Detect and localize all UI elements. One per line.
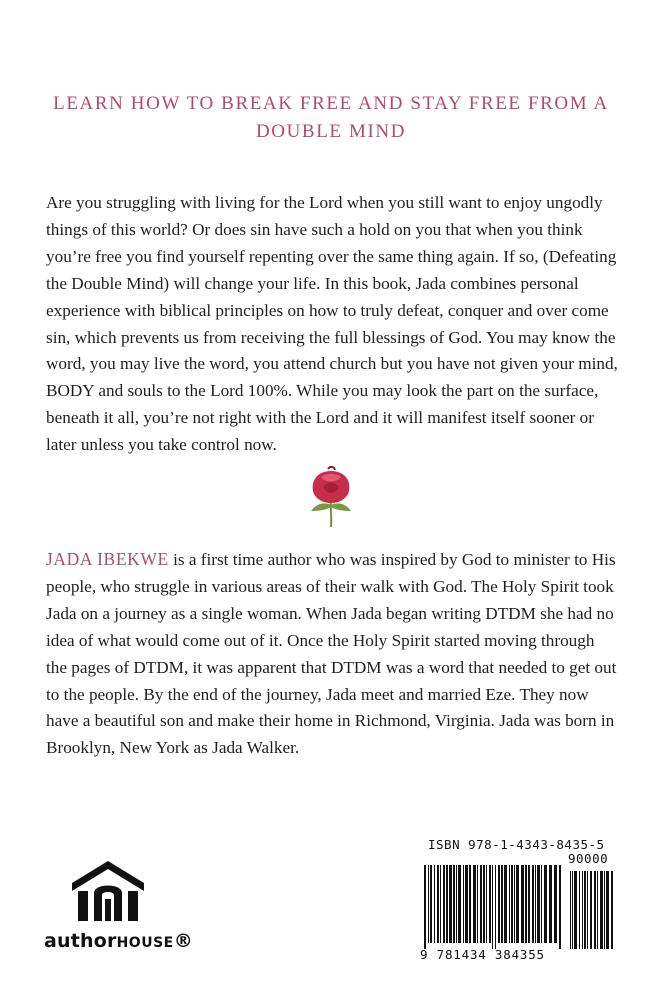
author-name: JADA IBEKWE: [46, 549, 169, 569]
barcode-ean-number: 9 781434 384355: [420, 947, 545, 962]
author-bio-text: is a first time author who was inspired by God to minister to His people, who struggle in various areas of their walk with God. The Holy Spirit took Jada on a journey as a single woman. When Jada began writing DTDM she had no idea of what would come out of it. Once the Holy Spirit started moving through the pages of DTDM, it was apparent that DTDM was a word that needed to get out to the people. By the end of the journey, Jada meet and married Eze. They now have a beautiful son and make their home in Richmond, Virginia. Jada was born in Brooklyn, New York as Jada Walker.: [46, 550, 617, 758]
rose-icon: [301, 465, 361, 527]
barcode-addon-number: 90000: [568, 851, 609, 866]
isbn-label: ISBN 978-1-4343-8435-5: [428, 837, 605, 852]
barcode-bars: [424, 865, 616, 949]
authorhouse-logo-icon: [68, 857, 148, 923]
isbn-barcode: [418, 837, 618, 967]
book-blurb: [46, 190, 618, 459]
back-cover-headline: LEARN HOW TO BREAK FREE AND STAY FREE FROM A DOUBLE MIND: [53, 93, 609, 142]
publisher-name: authorHOUSE®: [44, 930, 193, 952]
blurb-paragraph: Are you struggling with living for the Lord when you still want to enjoy ungodly things of this world? Or does sin have such a hold on you that when you think you’re free you find yourself repenting over the same thing again. If so, (Defeating the Double Mind) will change your life. In this book, Jada combines personal experience with biblical principles on how to truly defeat, conquer and over come sin, which prevents us from receiving the full blessings of God. You may know the word, you may live the word, you attend church but you have not given your mind, BODY and souls to the Lord 100%. While you may look the part on the surface, beneath it all, you’re not right with the Lord and it will manifest itself sooner or later unless you take control now.: [46, 193, 618, 455]
publisher-logo: [44, 857, 204, 957]
author-bio: [46, 546, 618, 762]
